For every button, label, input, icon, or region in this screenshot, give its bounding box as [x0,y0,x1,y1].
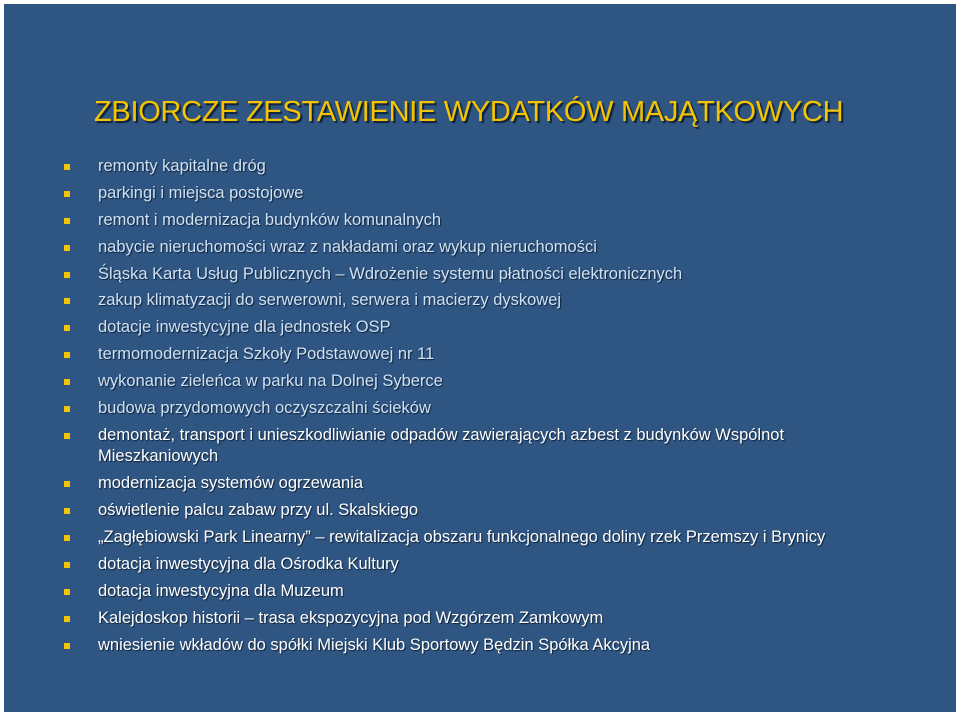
square-bullet-icon [64,352,70,358]
square-bullet-icon [64,164,70,170]
slide [4,4,956,712]
expense-list [60,156,860,662]
list-item [60,554,860,576]
list-item-text: remonty kapitalne dróg [98,157,266,175]
list-item-text: dotacja inwestycyjna dla Muzeum [98,581,344,600]
list-item [60,371,860,393]
list-item [60,210,860,232]
list-item-text: remont i modernizacja budynków komunalnych [98,210,442,229]
list-item [60,581,860,603]
list-item [60,500,860,522]
square-bullet-icon [64,589,70,595]
list-item [60,398,860,420]
square-bullet-icon [64,379,70,385]
square-bullet-icon [64,191,70,197]
square-bullet-icon [64,272,70,278]
list-item [60,156,860,178]
square-bullet-icon [64,245,70,251]
list-item-text: zakup klimatyzacji do serwerowni, serwera i macierzy dyskowej [98,291,562,310]
list-item [60,317,860,339]
list-item-text: demontaż, transport i unieszkodliwianie odpadów zawierających azbest z budynków Wspólnot Mieszkaniowych [98,425,785,466]
square-bullet-icon [64,325,70,331]
list-item [60,473,860,495]
list-item [60,264,860,286]
list-item [60,344,860,366]
list-item-text: dotacja inwestycyjna dla Ośrodka Kultury [98,554,399,573]
square-bullet-icon [64,616,70,622]
list-item-text: oświetlenie palcu zabaw przy ul. Skalskiego [98,501,419,520]
list-item [60,290,860,312]
list-item-text: wykonanie zieleńca w parku na Dolnej Syberce [98,372,443,391]
list-item-text: budowa przydomowych oczyszczalni ścieków [98,399,431,418]
square-bullet-icon [64,406,70,412]
square-bullet-icon [64,433,70,439]
list-item [60,237,860,259]
list-item [60,635,860,657]
list-item [60,425,860,468]
square-bullet-icon [64,562,70,568]
list-item [60,183,860,205]
list-item [60,608,860,630]
square-bullet-icon [64,298,70,304]
list-item [60,527,860,549]
list-item-text: parkingi i miejsca postojowe [98,183,304,202]
square-bullet-icon [64,508,70,514]
square-bullet-icon [64,535,70,541]
square-bullet-icon [64,643,70,649]
square-bullet-icon [64,218,70,224]
list-item-text: nabycie nieruchomości wraz z nakładami oraz wykup nieruchomości [98,237,597,256]
list-item-text: termomodernizacja Szkoły Podstawowej nr 11 [98,345,435,364]
square-bullet-icon [64,481,70,487]
slide-title: ZBIORCZE ZESTAWIENIE WYDATKÓW MAJĄTKOWYCH [94,96,844,128]
list-item-text: dotacje inwestycyjne dla jednostek OSP [98,318,391,337]
list-item-text: wniesienie wkładów do spółki Miejski Klub Sportowy Będzin Spółka Akcyjna [98,635,651,654]
list-item-text: „Zagłębiowski Park Linearny” – rewitalizacja obszaru funkcjonalnego doliny rzek Przemszy i Brynicy [98,528,826,547]
list-item-text: Śląska Karta Usług Publicznych – Wdrożenie systemu płatności elektronicznych [98,264,683,283]
list-item-text: modernizacja systemów ogrzewania [98,474,364,493]
list-item-text: Kalejdoskop historii – trasa ekspozycyjna pod Wzgórzem Zamkowym [98,608,604,627]
